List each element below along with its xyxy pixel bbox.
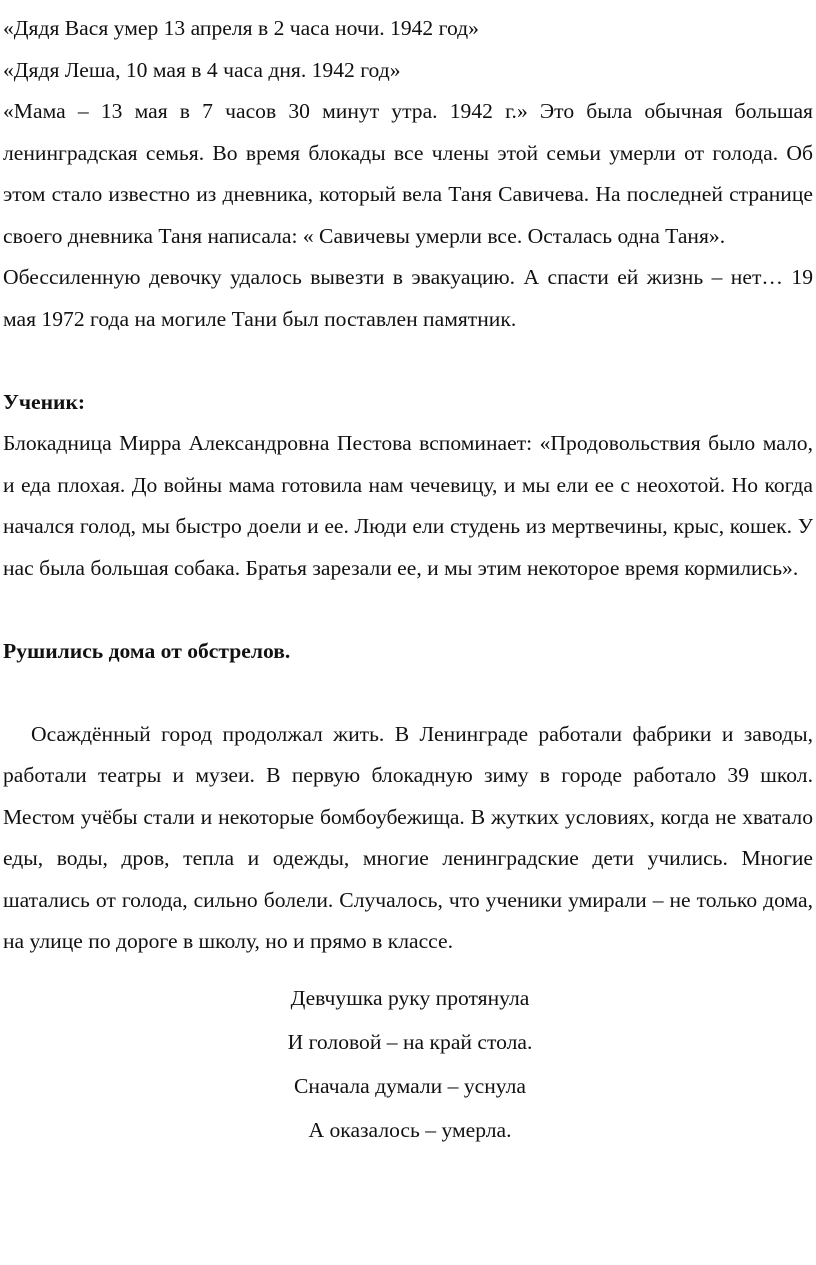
blank-line xyxy=(3,340,813,382)
section-heading: Рушились дома от обстрелов. xyxy=(3,638,291,663)
diary-entry-uncle-vasya: «Дядя Вася умер 13 апреля в 2 часа ночи. 1942 год» xyxy=(3,16,479,40)
poem xyxy=(3,963,813,1152)
student-heading: Ученик: xyxy=(3,389,86,414)
blank-line xyxy=(3,589,813,631)
besieged-city-paragraph: Осаждённый город продолжал жить. В Ленинграде работали фабрики и заводы, работали театры и музеи. В первую блокадную зиму в городе работало 39 школ. Местом учёбы стали и некоторые бомбоубежища. В жутких условиях, когда не хватало еды, воды, дров, тепла и одежды, многие ленинградские дети учились. Многие шатались от голода, сильно болели. Случалось, что ученики умирали – не только дома, на улице по дороге в школу, но и прямо в классе. xyxy=(3,721,813,953)
evacuation-paragraph: Обессиленную девочку удалось вывезти в эвакуацию. А спасти ей жизнь – нет… 19 мая 1972 года на могиле Тани был поставлен памятник. xyxy=(3,265,813,331)
poem-line: А оказалось – умерла. xyxy=(308,1117,512,1142)
poem-line: И головой – на край стола. xyxy=(287,1029,533,1054)
poem-line: Девчушка руку протянула xyxy=(290,985,530,1010)
diary-entry-mother-paragraph: «Мама – 13 мая в 7 часов 30 минут утра. 1942 г.» Это была обычная большая ленинградская семья. Во время блокады все члены этой семьи умерли от голода. Об этом стало известно из дневника, который вела Таня Савичева. На последней странице своего дневника Таня написала: « Савичевы умерли все. Осталась одна Таня». xyxy=(3,99,813,248)
blank-line xyxy=(3,672,813,714)
poem-line: Сначала думали – уснула xyxy=(294,1073,526,1098)
diary-entry-uncle-lesha: «Дядя Леша, 10 мая в 4 часа дня. 1942 год» xyxy=(3,57,401,82)
student-quote-paragraph: Блокадница Мирра Александровна Пестова вспоминает: «Продовольствия было мало, и еда плохая. До войны мама готовила нам чечевицу, и мы ели ее с неохотой. Но когда начался голод, мы быстро доели и ее. Люди ели студень из мертвечины, крыс, кошек. У нас была большая собака. Братья зарезали ее, и мы этим некоторое время кормились». xyxy=(3,431,813,580)
